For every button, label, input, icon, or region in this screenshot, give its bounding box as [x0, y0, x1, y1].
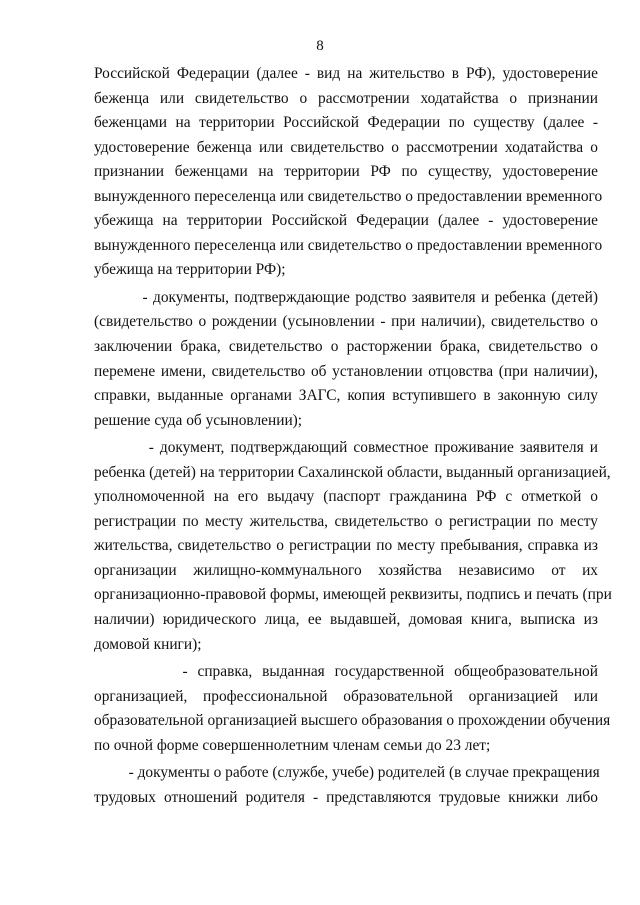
- text-line: беженца или свидетельство о рассмотрении ходатайства о признании: [94, 89, 598, 107]
- text-line: - справка, выданная государственной общеобразовательной: [94, 663, 598, 681]
- text-line: организационно-правовой формы, имеющей реквизиты, подпись и печать (при: [94, 586, 612, 604]
- text-line: - документы, подтверждающие родство заявителя и ребенка (детей): [94, 288, 598, 306]
- text-line: уполномоченной на его выдачу (паспорт гражданина РФ с отметкой о: [94, 488, 598, 506]
- text-line: организацией, профессиональной образовательной организацией или: [94, 687, 598, 705]
- text-line: решение суда об усыновлении);: [94, 411, 303, 429]
- text-line: (свидетельство о рождении (усыновлении - при наличии), свидетельство о: [94, 313, 598, 331]
- text-line: ребенка (детей) на территории Сахалинской области, выданный организацией,: [94, 463, 611, 481]
- text-line: по очной форме совершеннолетним членам семьи до 23 лет;: [94, 736, 491, 754]
- text-line: убежища на территории Российской Федерации (далее - удостоверение: [94, 212, 598, 230]
- document-body-text: [94, 62, 612, 810]
- text-line: удостоверение беженца или свидетельство о рассмотрении ходатайства о: [94, 138, 598, 156]
- text-line: организации жилищно-коммунального хозяйства независимо от их: [94, 561, 598, 579]
- text-line: наличии) юридического лица, ее выдавшей, домовая книга, выписка из: [94, 611, 598, 629]
- text-line: вынужденного переселенца или свидетельство о предоставлении временного: [94, 187, 603, 205]
- text-line: трудовых отношений родителя - представляются трудовые книжки либо: [94, 788, 598, 806]
- text-line: жительства, свидетельство о регистрации по месту пребывания, справка из: [94, 537, 598, 555]
- text-line: справки, выданные органами ЗАГС, копия вступившего в законную силу: [94, 387, 598, 405]
- text-line: - документ, подтверждающий совместное проживание заявителя и: [94, 439, 598, 457]
- text-line: домовой книги);: [94, 635, 202, 653]
- text-line: Российской Федерации (далее - вид на жительство в РФ), удостоверение: [94, 65, 598, 82]
- text-line: образовательной организацией высшего образования о прохождении обучения: [94, 712, 611, 730]
- page-number: 8: [316, 38, 324, 54]
- text-line: перемене имени, свидетельство об установлении отцовства (при наличии),: [94, 362, 598, 380]
- text-line: - документы о работе (службе, учебе) родителей (в случае прекращения: [94, 764, 600, 782]
- text-line: убежища на территории РФ);: [94, 261, 286, 279]
- text-line: беженцами на территории Российской Федерации по существу (далее -: [94, 114, 598, 132]
- text-line: заключении брака, свидетельство о расторжении брака, свидетельство о: [94, 338, 598, 356]
- text-line: регистрации по месту жительства, свидетельство о регистрации по месту: [94, 512, 598, 530]
- text-line: вынужденного переселенца или свидетельство о предоставлении временного: [94, 236, 603, 254]
- text-line: признании беженцами на территории РФ по существу, удостоверение: [94, 163, 598, 181]
